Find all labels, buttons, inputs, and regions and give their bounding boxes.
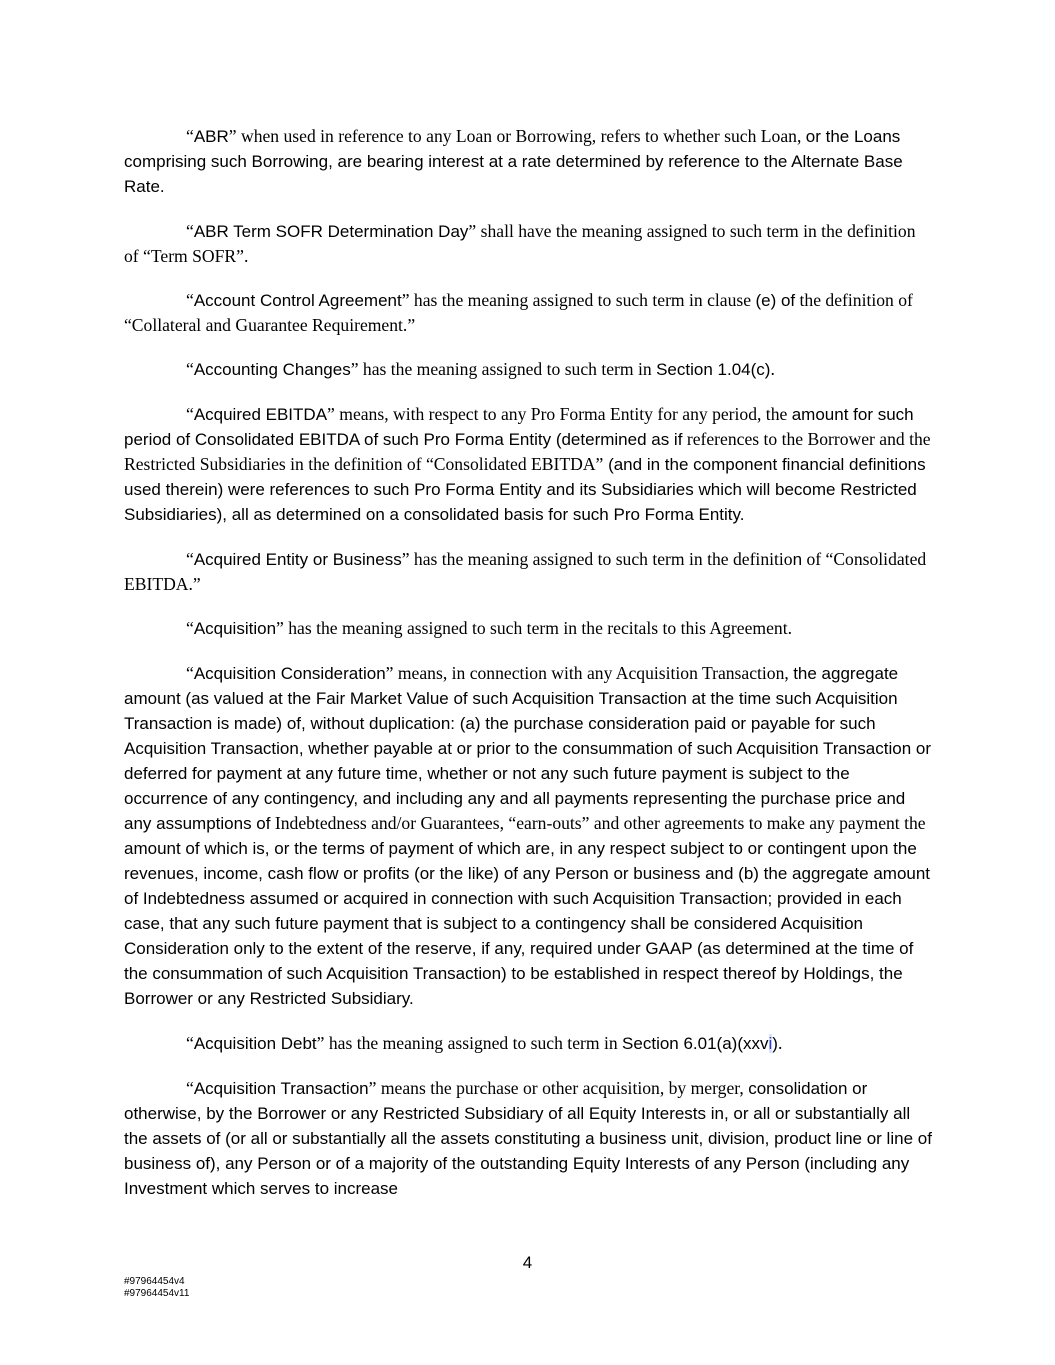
document-body <box>124 124 932 1221</box>
highlighted-character: i <box>768 1034 773 1053</box>
defined-term: Account Control Agreement <box>193 291 402 310</box>
defined-term: Acquisition <box>193 619 277 638</box>
definition-accounting-changes: “Accounting Changes” has the meaning assigned to such term in Section 1.04(c). <box>186 359 775 379</box>
section-reference: Section 1.04(c) <box>656 360 771 379</box>
definition-account-control-agreement: “Account Control Agreement” has the meaning assigned to such term in clause (e) of the definition of “Collateral and Guarantee Requirement.” <box>124 290 913 335</box>
definition-abr-term-sofr-determination-day: “ABR Term SOFR Determination Day” shall have the meaning assigned to such term in the definition of “Term SOFR”. <box>124 221 916 266</box>
defined-term: Accounting Changes <box>193 360 351 379</box>
definition-acquisition-transaction: “Acquisition Transaction” means the purchase or other acquisition, by merger, consolidation or otherwise, by the Borrower or any Restricted Subsidiary of all Equity Interests in, or all or substantially all the assets of (or all or substantially all the assets constituting a business unit, division, product line or line of business of), any Person or of a majority of the outstanding Equity Interests of any Person (including any Investment which serves to increase <box>124 1078 932 1198</box>
definition-acquisition: “Acquisition” has the meaning assigned to such term in the recitals to this Agreement. <box>186 618 792 638</box>
definition-acquisition-debt: “Acquisition Debt” has the meaning assigned to such term in Section 6.01(a)(xxvi). <box>186 1033 783 1053</box>
page-number: 4 <box>522 1253 533 1272</box>
document-id-line: #97964454v11 <box>124 1288 190 1299</box>
document-id-line: #97964454v4 <box>124 1276 185 1287</box>
definition-abr: “ABR” when used in reference to any Loan or Borrowing, refers to whether such Loan, or the Loans comprising such Borrowing, are bearing interest at a rate determined by reference to the Alternate Base Rate. <box>124 126 903 196</box>
defined-term: Acquired EBITDA <box>193 405 328 424</box>
definition-acquired-ebitda: “Acquired EBITDA” means, with respect to any Pro Forma Entity for any period, the amount for such period of Consolidated EBITDA of such Pro Forma Entity (determined as if references to the Borrower and the Restricted Subsidiaries in the definition of “Consolidated EBITDA” (and in the component financial definitions used therein) were references to such Pro Forma Entity and its Subsidiaries which will become Restricted Subsidiaries), all as determined on a consolidated basis for such Pro Forma Entity. <box>124 404 931 524</box>
defined-term: Acquisition Transaction <box>193 1079 369 1098</box>
defined-term: ABR Term SOFR Determination Day <box>193 222 469 241</box>
definition-acquired-entity-or-business: “Acquired Entity or Business” has the meaning assigned to such term in the definition of “Consolidated EBITDA.” <box>124 549 927 594</box>
defined-term: Acquired Entity or Business <box>193 550 402 569</box>
defined-term: Acquisition Debt <box>193 1034 317 1053</box>
definition-acquisition-consideration: “Acquisition Consideration” means, in connection with any Acquisition Transaction, the aggregate amount (as valued at the Fair Market Value of such Acquisition Transaction at the time such Acquisition Transaction is made) of, without duplication: (a) the purchase consideration paid or payable for such Acquisition Transaction, whether payable at or prior to the consummation of such Acquisition Transaction or deferred for payment at any future time, whether or not any such future payment is subject to the occurrence of any contingency, and including any and all payments representing the purchase price and any assumptions of Indebtedness and/or Guarantees, “earn-outs” and other agreements to make any payment the amount of which is, or the terms of payment of which are, in any respect subject to or contingent upon the revenues, income, cash flow or profits (or the like) of any Person or business and (b) the aggregate amount of Indebtedness assumed or acquired in connection with such Acquisition Transaction; provided in each case, that any such future payment that is subject to a contingency shall be considered Acquisition Consideration only to the extent of the reserve, if any, required under GAAP (as determined at the time of the consummation of such Acquisition Transaction) to be established in respect thereof by Holdings, the Borrower or any Restricted Subsidiary. <box>124 663 931 1008</box>
defined-term: ABR <box>193 127 229 146</box>
section-reference: Section 6.01(a)(xxv <box>622 1034 769 1053</box>
document-id <box>124 1276 189 1300</box>
defined-term: Acquisition Consideration <box>193 664 386 683</box>
